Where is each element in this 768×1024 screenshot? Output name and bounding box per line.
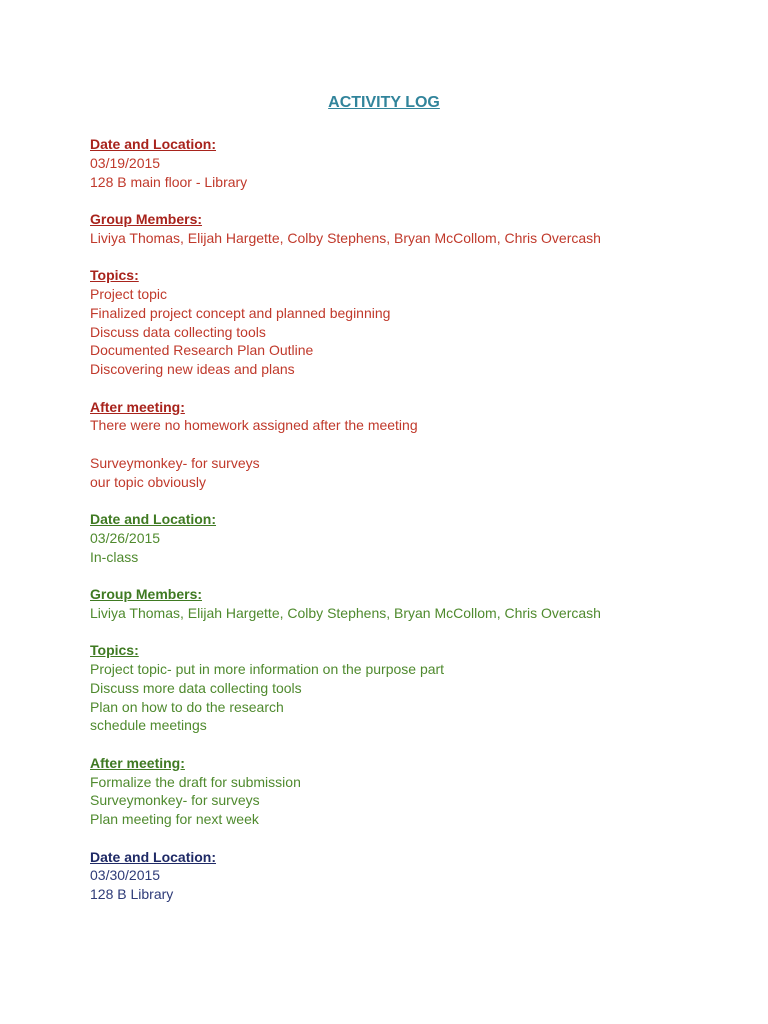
date-location-heading: Date and Location: [90,511,217,527]
entry-date: 03/26/2015 [90,529,161,546]
log-content [90,135,730,904]
log-entry-2 [90,510,730,848]
topic-item: Finalized project concept and planned beginning [90,304,391,321]
after-meeting-item: There were no homework assigned after the meeting [90,417,418,434]
entry-date: 03/19/2015 [90,154,161,171]
entry-location: 128 B main floor - Library [90,173,248,190]
after-meeting-heading: After meeting: [90,398,185,415]
after-meeting-note: Surveymonkey- for surveys [90,454,260,471]
group-members-list: Liviya Thomas, Elijah Hargette, Colby Stephens, Bryan McCollom, Chris Overcash [90,604,601,621]
log-entry-3 [90,848,730,904]
entry-date: 03/30/2015 [90,867,161,884]
after-meeting-heading: After meeting: [90,754,185,771]
after-meeting-item: Formalize the draft for submission [90,773,301,790]
topic-item: Documented Research Plan Outline [90,342,314,359]
group-members-heading: Group Members: [90,586,203,602]
after-meeting-item: Surveymonkey- for surveys [90,792,260,809]
after-meeting-item: Plan meeting for next week [90,811,259,827]
entry-location: In-class [90,548,139,565]
topic-item: Project topic [90,286,168,302]
topic-item: Discuss data collecting tools [90,323,266,340]
topic-item: Discuss more data collecting tools [90,679,302,696]
topic-item: Plan on how to do the research [90,698,284,715]
topics-heading: Topics: [90,642,139,659]
topic-item: Discovering new ideas and plans [90,361,295,377]
group-members-heading: Group Members: [90,211,203,227]
log-entry-1 [90,135,730,510]
topic-item: schedule meetings [90,717,207,734]
date-location-heading: Date and Location: [90,136,217,152]
date-location-heading: Date and Location: [90,848,217,865]
topic-item: Project topic- put in more information on the purpose part [90,661,445,677]
topics-heading: Topics: [90,267,139,284]
group-members-list: Liviya Thomas, Elijah Hargette, Colby Stephens, Bryan McCollom, Chris Overcash [90,229,601,246]
after-meeting-note: our topic obviously [90,473,206,490]
page-title: ACTIVITY LOG [328,94,440,111]
entry-location: 128 B Library [90,886,174,902]
